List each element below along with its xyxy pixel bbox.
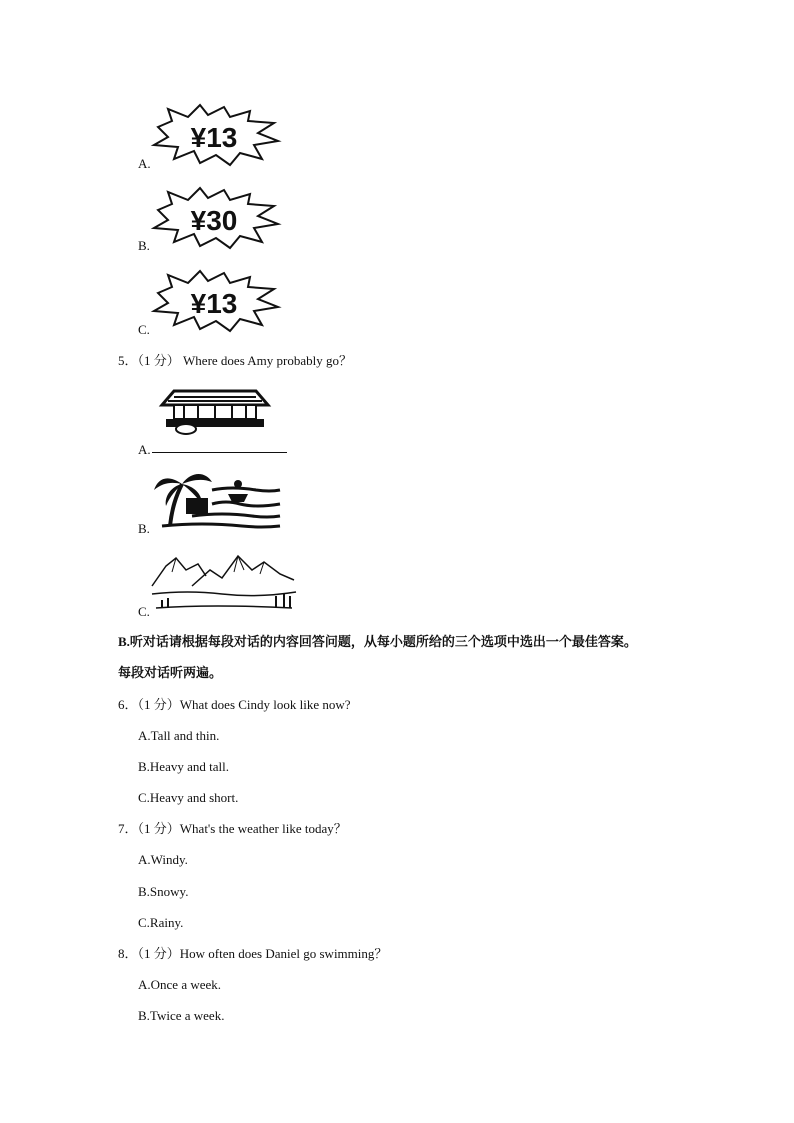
question-text: Where does Amy probably go？ xyxy=(183,353,352,368)
question-number: 7． xyxy=(118,821,138,836)
option-letter: A. xyxy=(138,156,151,171)
question-text: How often does Daniel go swimming？ xyxy=(179,946,388,961)
q6-option-c[interactable]: C.Heavy and short. xyxy=(138,790,239,805)
price-text: ¥13 xyxy=(190,288,238,319)
question-points: （1 分） xyxy=(137,946,180,961)
q7-option-b[interactable]: B.Snowy. xyxy=(138,884,189,899)
q8-option-b[interactable]: B.Twice a week. xyxy=(138,1008,225,1023)
price-burst-icon xyxy=(150,105,280,165)
question-8 xyxy=(118,946,387,962)
q6-option-b[interactable]: B.Heavy and tall. xyxy=(138,759,229,774)
option-letter: C. xyxy=(138,322,150,337)
price-burst-icon xyxy=(150,271,280,331)
q7-option-c[interactable]: C.Rainy. xyxy=(138,915,184,930)
q6-option-a[interactable]: A.Tall and thin. xyxy=(138,728,220,743)
option-letter: C. xyxy=(138,604,150,619)
price-text: ¥30 xyxy=(190,205,238,236)
beach-icon xyxy=(152,468,282,528)
question-number: 8． xyxy=(118,946,138,961)
answer-underline xyxy=(152,452,287,453)
section-b-subheading: 每段对话听两遍。 xyxy=(118,665,223,680)
palace-icon xyxy=(160,383,270,435)
question-7 xyxy=(118,821,347,837)
question-points: （1 分） xyxy=(137,821,180,836)
question-text: What does Cindy look like now? xyxy=(179,697,351,712)
option-letter: B. xyxy=(138,238,150,253)
question-5 xyxy=(118,353,352,369)
q7-option-a[interactable]: A.Windy. xyxy=(138,852,188,867)
option-letter: A. xyxy=(138,442,151,457)
question-points: （1 分） xyxy=(137,697,180,712)
question-6 xyxy=(118,697,351,713)
question-number: 5． xyxy=(118,353,138,368)
mountains-icon xyxy=(152,550,296,612)
q8-option-a[interactable]: A.Once a week. xyxy=(138,977,222,992)
question-text: What's the weather like today？ xyxy=(179,821,347,836)
option-letter: B. xyxy=(138,521,150,536)
price-burst-icon xyxy=(150,188,280,248)
question-number: 6． xyxy=(118,697,138,712)
section-b-heading: B.听对话请根据每段对话的内容回答问题，从每小题所给的三个选项中选出一个最佳答案。 xyxy=(118,634,637,649)
question-points: （1 分） xyxy=(137,353,180,368)
price-text: ¥13 xyxy=(190,122,238,153)
